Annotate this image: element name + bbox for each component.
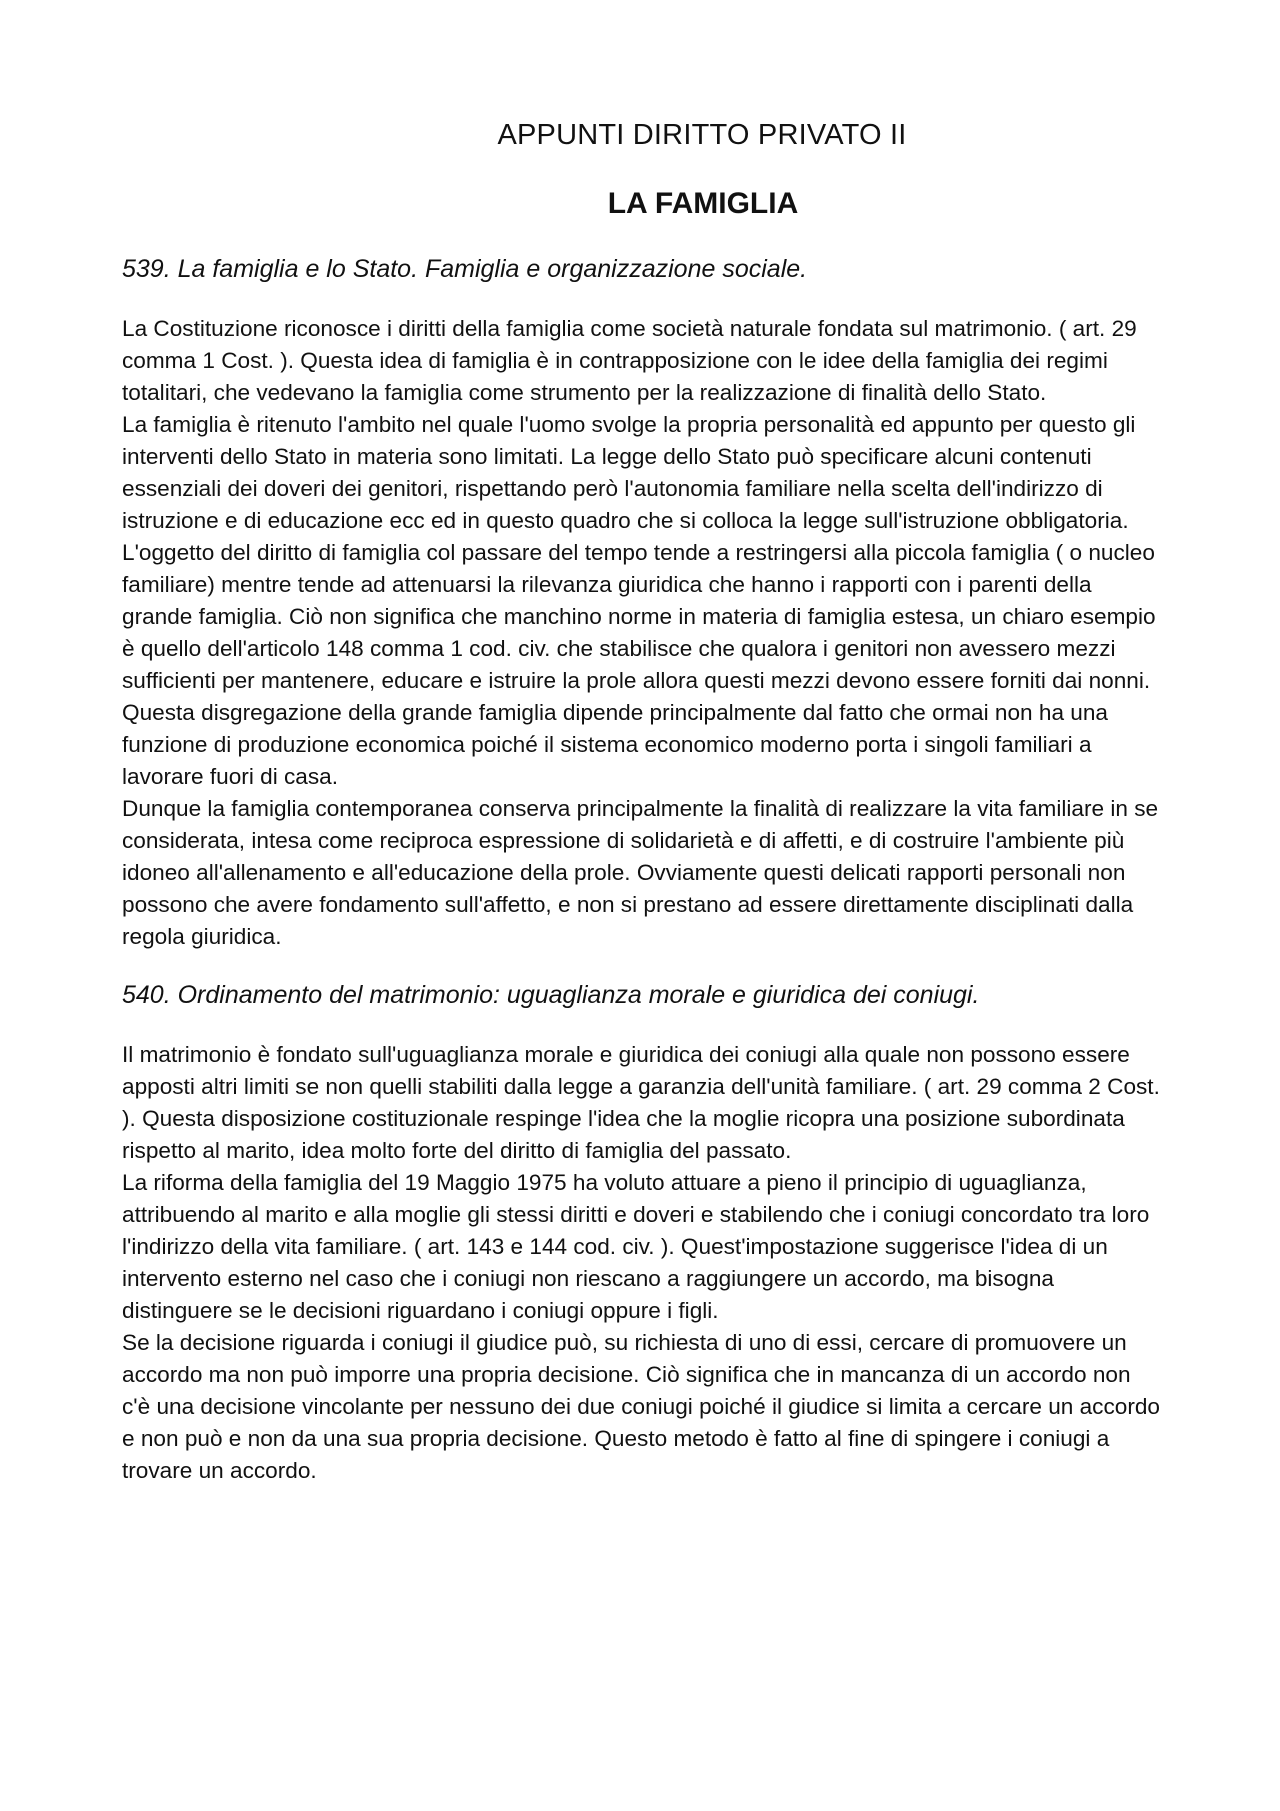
section-540: [122, 979, 1162, 1487]
section-heading: 540. Ordinamento del matrimonio: uguaglianza morale e giuridica dei coniugi.: [122, 981, 980, 1009]
paragraph: Dunque la famiglia contemporanea conserva principalmente la finalità di realizzare la vita familiare in se considerata, intesa come reciproca espressione di solidarietà e di affetti, e di costruire l'ambiente più idoneo all'allenamento e all'educazione della prole. Ovviamente questi delicati rapporti personali non possono che avere fondamento sull'affetto, e non si prestano ad essere direttamente disciplinati dalla regola giuridica.: [122, 796, 1159, 949]
paragraph: La Costituzione riconosce i diritti della famiglia come società naturale fondata sul matrimonio. ( art. 29 comma 1 Cost. ). Questa idea di famiglia è in contrapposizione con le idee della famiglia dei regimi totalitari, che vedevano la famiglia come strumento per la realizzazione di finalità dello Stato.: [122, 316, 1137, 405]
section-heading: 539. La famiglia e lo Stato. Famiglia e organizzazione sociale.: [122, 255, 808, 283]
document-title: APPUNTI DIRITTO PRIVATO II: [497, 119, 907, 151]
paragraph: Il matrimonio è fondato sull'uguaglianza morale e giuridica dei coniugi alla quale non possono essere apposti altri limiti se non quelli stabiliti dalla legge a garanzia dell'unità familiare. ( art. 29 comma 2 Cost. ). Questa disposizione costituzionale respinge l'idea che la moglie ricopra una posizione subordinata rispetto al marito, idea molto forte del diritto di famiglia del passato.: [122, 1042, 1160, 1163]
paragraph: Se la decisione riguarda i coniugi il giudice può, su richiesta di uno di essi, cercare di promuovere un accordo ma non può imporre una propria decisione. Ciò significa che in mancanza di un accordo non c'è una decisione vincolante per nessuno dei due coniugi poiché il giudice si limita a cercare un accordo e non può e non da una sua propria decisione. Questo metodo è fatto al fine di spingere i coniugi a trovare un accordo.: [122, 1330, 1160, 1483]
document-subtitle: LA FAMIGLIA: [607, 187, 799, 220]
document-page: [122, 118, 1162, 1487]
paragraph: La famiglia è ritenuto l'ambito nel quale l'uomo svolge la propria personalità ed appunto per questo gli interventi dello Stato in materia sono limitati. La legge dello Stato può specificare alcuni contenuti essenziali dei doveri dei genitori, rispettando però l'autonomia familiare nella scelta dell'indirizzo di istruzione e di educazione ecc ed in questo quadro che si colloca la legge sull'istruzione obbligatoria.: [122, 412, 1136, 533]
section-539: [122, 253, 1162, 953]
paragraph: La riforma della famiglia del 19 Maggio 1975 ha voluto attuare a pieno il principio di uguaglianza, attribuendo al marito e alla moglie gli stessi diritti e doveri e stabilendo che i coniugi concordato tra loro l'indirizzo della vita familiare. ( art. 143 e 144 cod. civ. ). Quest'impostazione suggerisce l'idea di un intervento esterno nel caso che i coniugi non riescano a raggiungere un accordo, ma bisogna distinguere se le decisioni riguardano i coniugi oppure i figli.: [122, 1170, 1150, 1323]
paragraph: L'oggetto del diritto di famiglia col passare del tempo tende a restringersi alla piccola famiglia ( o nucleo familiare) mentre tende ad attenuarsi la rilevanza giuridica che hanno i rapporti con i parenti della grande famiglia. Ciò non significa che manchino norme in materia di famiglia estesa, un chiaro esempio è quello dell'articolo 148 comma 1 cod. civ. che stabilisce che qualora i genitori non avessero mezzi sufficienti per mantenere, educare e istruire la prole allora questi mezzi devono essere forniti dai nonni. Questa disgregazione della grande famiglia dipende principalmente dal fatto che ormai non ha una funzione di produzione economica poiché il sistema economico moderno porta i singoli familiari a lavorare fuori di casa.: [122, 540, 1156, 789]
